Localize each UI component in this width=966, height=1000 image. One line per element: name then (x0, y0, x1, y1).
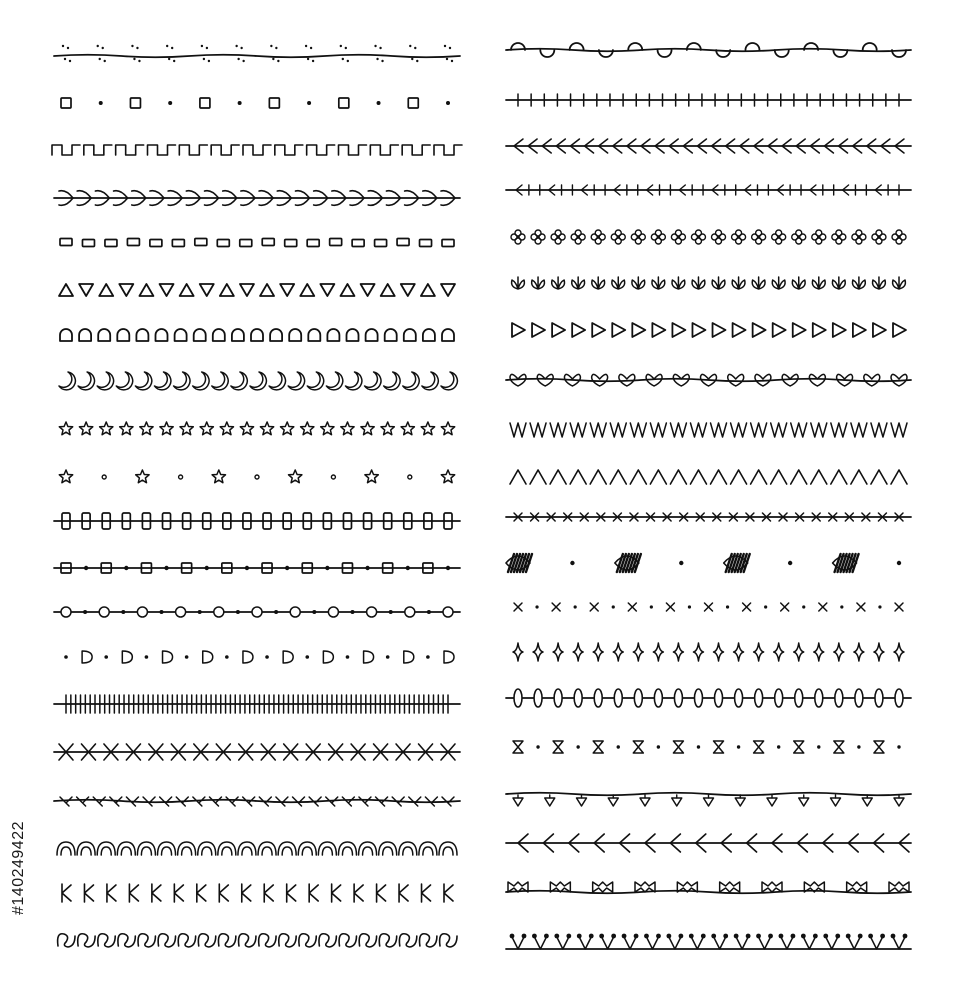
triangles-border (59, 284, 455, 296)
s-scroll-border (52, 145, 462, 155)
ovals-on-line-border (506, 689, 911, 707)
leaf-vine-border (54, 191, 460, 206)
dot-sprouts-border (506, 934, 911, 949)
crescent-moons-border (59, 372, 457, 390)
x-dots-border (514, 603, 903, 611)
crosses-on-line-border (54, 744, 460, 760)
stock-id-watermark (6, 752, 32, 984)
x-stitch-line-border (506, 513, 911, 521)
dash-rectangles-border (60, 239, 454, 247)
right-border-column (506, 43, 911, 949)
tick-marks-border (54, 695, 460, 713)
va-zigzag-border (510, 423, 907, 437)
squares-dots-border (61, 98, 450, 108)
hourglass-dots-border (513, 741, 901, 753)
swirl-curls-border (58, 934, 457, 947)
fishbone-arrows-border (506, 834, 911, 852)
tulip-buds-border (512, 277, 906, 289)
bow-banners-border (506, 882, 911, 893)
scribble-blobs-border (506, 554, 901, 572)
rectangles-on-line-border (54, 513, 460, 529)
stitch-crosses-border (54, 797, 460, 806)
squares-on-line-border (54, 563, 460, 573)
scallop-arches-border (57, 842, 457, 855)
chevron-zigzag-border (510, 470, 907, 484)
four-petal-flowers-border (511, 230, 906, 244)
dotted-clusters-border (54, 45, 460, 62)
arrow-feathers-border (506, 139, 911, 153)
k-sprouts-border (62, 884, 453, 902)
stock-id-text: #140249422 (10, 821, 28, 915)
bunting-pennants-border (506, 793, 911, 806)
half-circles-wavy-border (506, 43, 911, 57)
stars-border (59, 422, 454, 435)
small-arrows-border (506, 185, 911, 195)
left-border-column (52, 45, 462, 947)
d-letters-border (64, 651, 454, 663)
arches-border (60, 329, 454, 341)
vertical-ticks-border (506, 94, 911, 106)
circles-on-line-border (54, 607, 460, 617)
diamond-sparkles-border (513, 643, 904, 661)
stars-dots-border (59, 470, 454, 483)
hearts-wavy-border (506, 374, 911, 386)
right-triangles-border (512, 323, 906, 337)
